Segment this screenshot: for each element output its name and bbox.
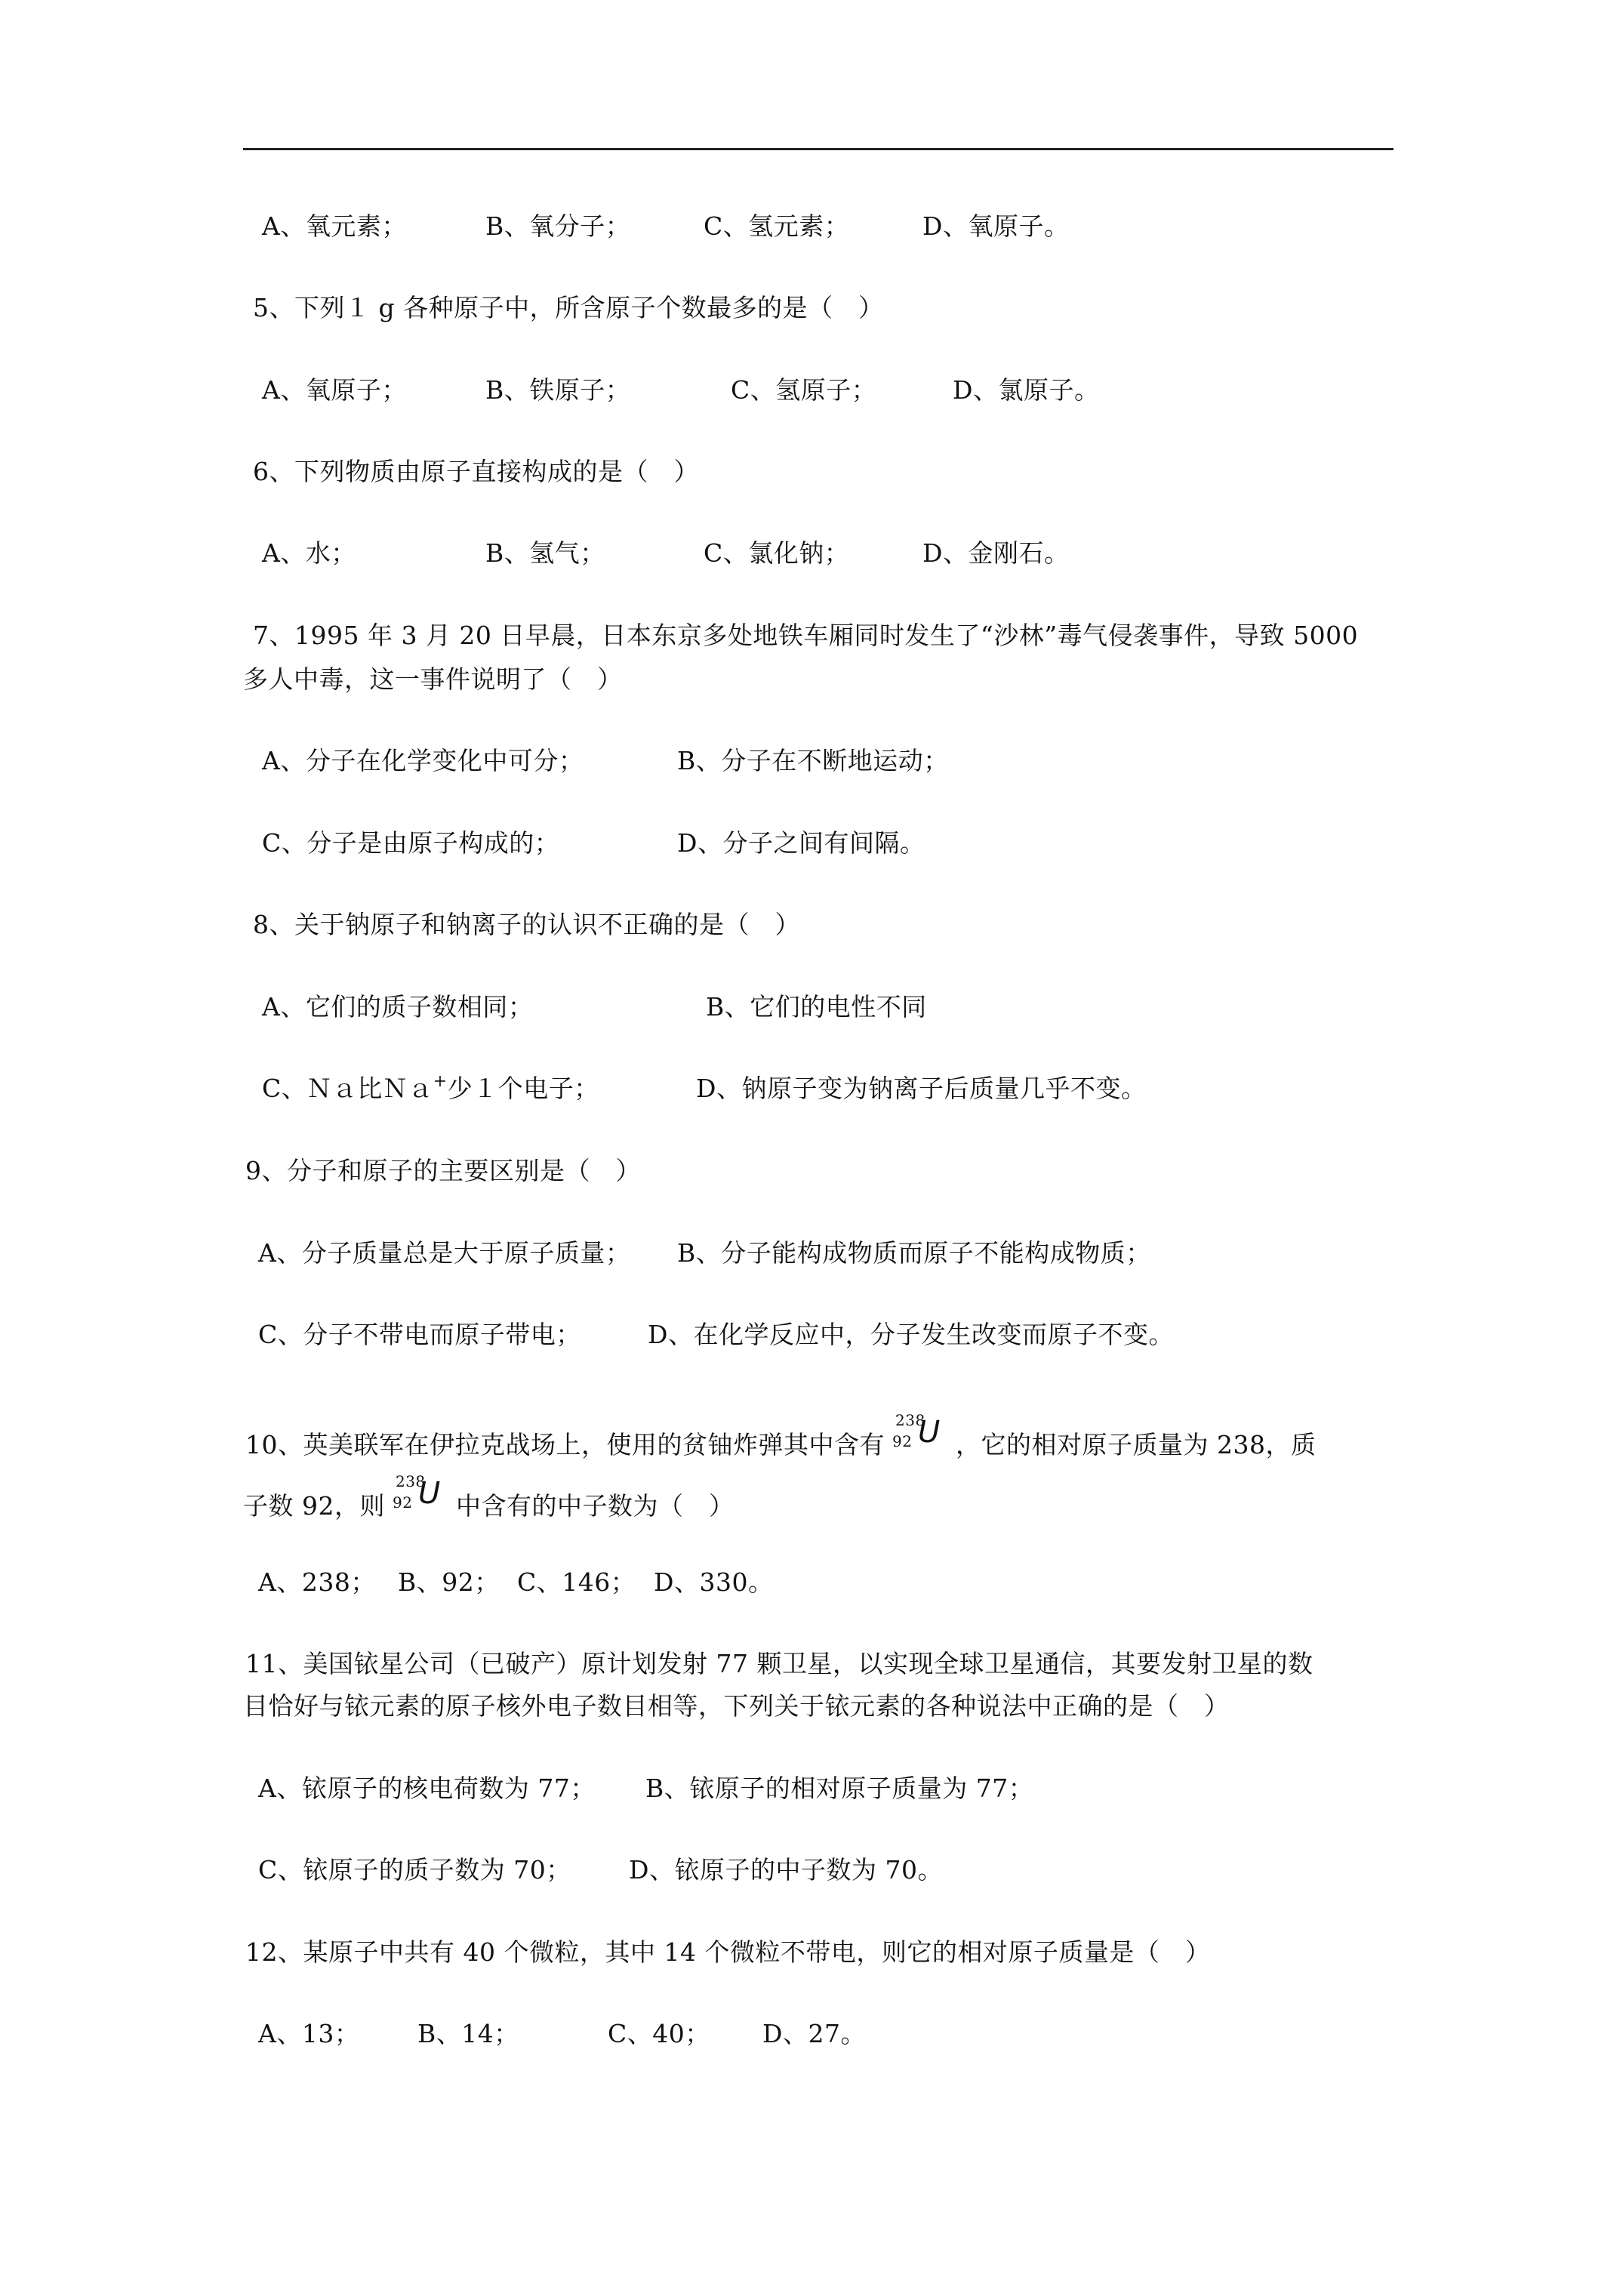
q12-option-c: C、40； [608, 2019, 710, 2048]
element-symbol: U [918, 1415, 941, 1450]
question-stem: 6、下列物质由原子直接构成的是（ ） [253, 457, 699, 486]
q11-option-d: D、铱原子的中子数为 70。 [629, 1855, 943, 1885]
q4-option-d: D、氧原子。 [922, 211, 1070, 241]
q6-option-a: A、水； [262, 538, 356, 568]
q8-option-b: B、它们的电性不同 [706, 992, 927, 1022]
question-stem: 11、美国铱星公司（已破产）原计划发射 77 颗卫星，以实现全球卫星通信，其要发射卫星的数 [245, 1649, 1313, 1678]
question-stem: 5、下列１ g 各种原子中，所含原子个数最多的是（ ） [253, 293, 884, 322]
question-stem: 7、1995 年 3 月 20 日早晨，日本东京多处地铁车厢同时发生了“沙林”毒气侵袭事件，导致 5000 [253, 621, 1359, 650]
q4-option-c: C、氢元素； [704, 211, 850, 241]
stem-text: ，它的相对原子质量为 238，质 [956, 1430, 1317, 1459]
q8-option-a: A、它们的质子数相同； [262, 992, 534, 1022]
q11-option-a: A、铱原子的核电荷数为 77； [258, 1774, 596, 1803]
uranium-238-isotope-symbol [390, 1472, 451, 1521]
question-stem-continued: 多人中毒，这一事件说明了（ ） [243, 664, 623, 694]
q5-option-a: A、氧原子； [262, 375, 407, 405]
atomic-number: 92 [392, 1493, 413, 1512]
uranium-238-isotope-symbol [889, 1411, 951, 1459]
question-stem: 9、分子和原子的主要区别是（ ） [245, 1156, 641, 1185]
stem-text: 中含有的中子数为（ ） [455, 1491, 735, 1521]
question-stem-continued: 目恰好与铱元素的原子核外电子数目相等，下列关于铱元素的各种说法中正确的是（ ） [243, 1691, 1230, 1721]
q11-option-b: B、铱原子的相对原子质量为 77； [645, 1774, 1034, 1803]
question-stem [245, 1411, 1317, 1463]
q7-option-b: B、分子在不断地运动； [677, 746, 949, 775]
q5-option-b: B、铁原子； [485, 375, 631, 405]
q8-option-c [262, 1071, 599, 1107]
q11-option-c: C、铱原子的质子数为 70； [258, 1855, 571, 1885]
question-stem: 12、某原子中共有 40 个微粒，其中 14 个微粒不带电，则它的相对原子质量是（ ） [245, 1937, 1211, 1967]
q6-option-b: B、氢气； [485, 538, 605, 568]
q7-option-c: C、分子是由原子构成的； [262, 828, 560, 858]
element-symbol: U [417, 1476, 441, 1511]
stem-text: 10、英美联军在伊拉克战场上，使用的贫铀炸弹其中含有 [245, 1430, 885, 1459]
header-rule [243, 148, 1394, 150]
q12-option-d: D、27。 [762, 2019, 866, 2048]
q8-option-d: D、钠原子变为钠离子后质量几乎不变。 [696, 1074, 1147, 1103]
q4-option-a: A、氧元素； [262, 211, 407, 241]
mass-number: 238 [895, 1411, 925, 1429]
mass-number: 238 [395, 1472, 426, 1490]
q9-option-a: A、分子质量总是大于原子质量； [258, 1238, 631, 1268]
q6-option-d: D、金刚石。 [922, 538, 1070, 568]
q4-option-b: B、氧分子； [485, 211, 631, 241]
q9-option-c: C、分子不带电而原子带电； [258, 1320, 581, 1349]
q10-option-a: A、238； [258, 1567, 376, 1597]
stem-text: 子数 92，则 [243, 1491, 385, 1521]
option-text: C、Ｎａ比Ｎａ [262, 1074, 433, 1103]
q5-option-c: C、氢原子； [731, 375, 877, 405]
q12-option-a: A、13； [258, 2019, 360, 2048]
q6-option-c: C、氯化钠； [704, 538, 850, 568]
q9-option-d: D、在化学反应中，分子发生改变而原子不变。 [648, 1320, 1174, 1349]
q9-option-b: B、分子能构成物质而原子不能构成物质； [677, 1238, 1151, 1268]
option-text: 少１个电子； [447, 1074, 599, 1103]
question-stem: 8、关于钠原子和钠离子的认识不正确的是（ ） [253, 910, 800, 939]
q7-option-d: D、分子之间有间隔。 [677, 828, 925, 858]
ion-charge: + [433, 1072, 448, 1091]
question-stem-continued [243, 1472, 735, 1524]
q7-option-a: A、分子在化学变化中可分； [262, 746, 584, 775]
q10-option-d: D、330。 [654, 1567, 774, 1597]
q10-option-b: B、92； [398, 1567, 500, 1597]
q5-option-d: D、氯原子。 [953, 375, 1100, 405]
q10-option-c: C、146； [517, 1567, 636, 1597]
atomic-number: 92 [892, 1432, 913, 1450]
q12-option-b: B、14； [417, 2019, 519, 2048]
